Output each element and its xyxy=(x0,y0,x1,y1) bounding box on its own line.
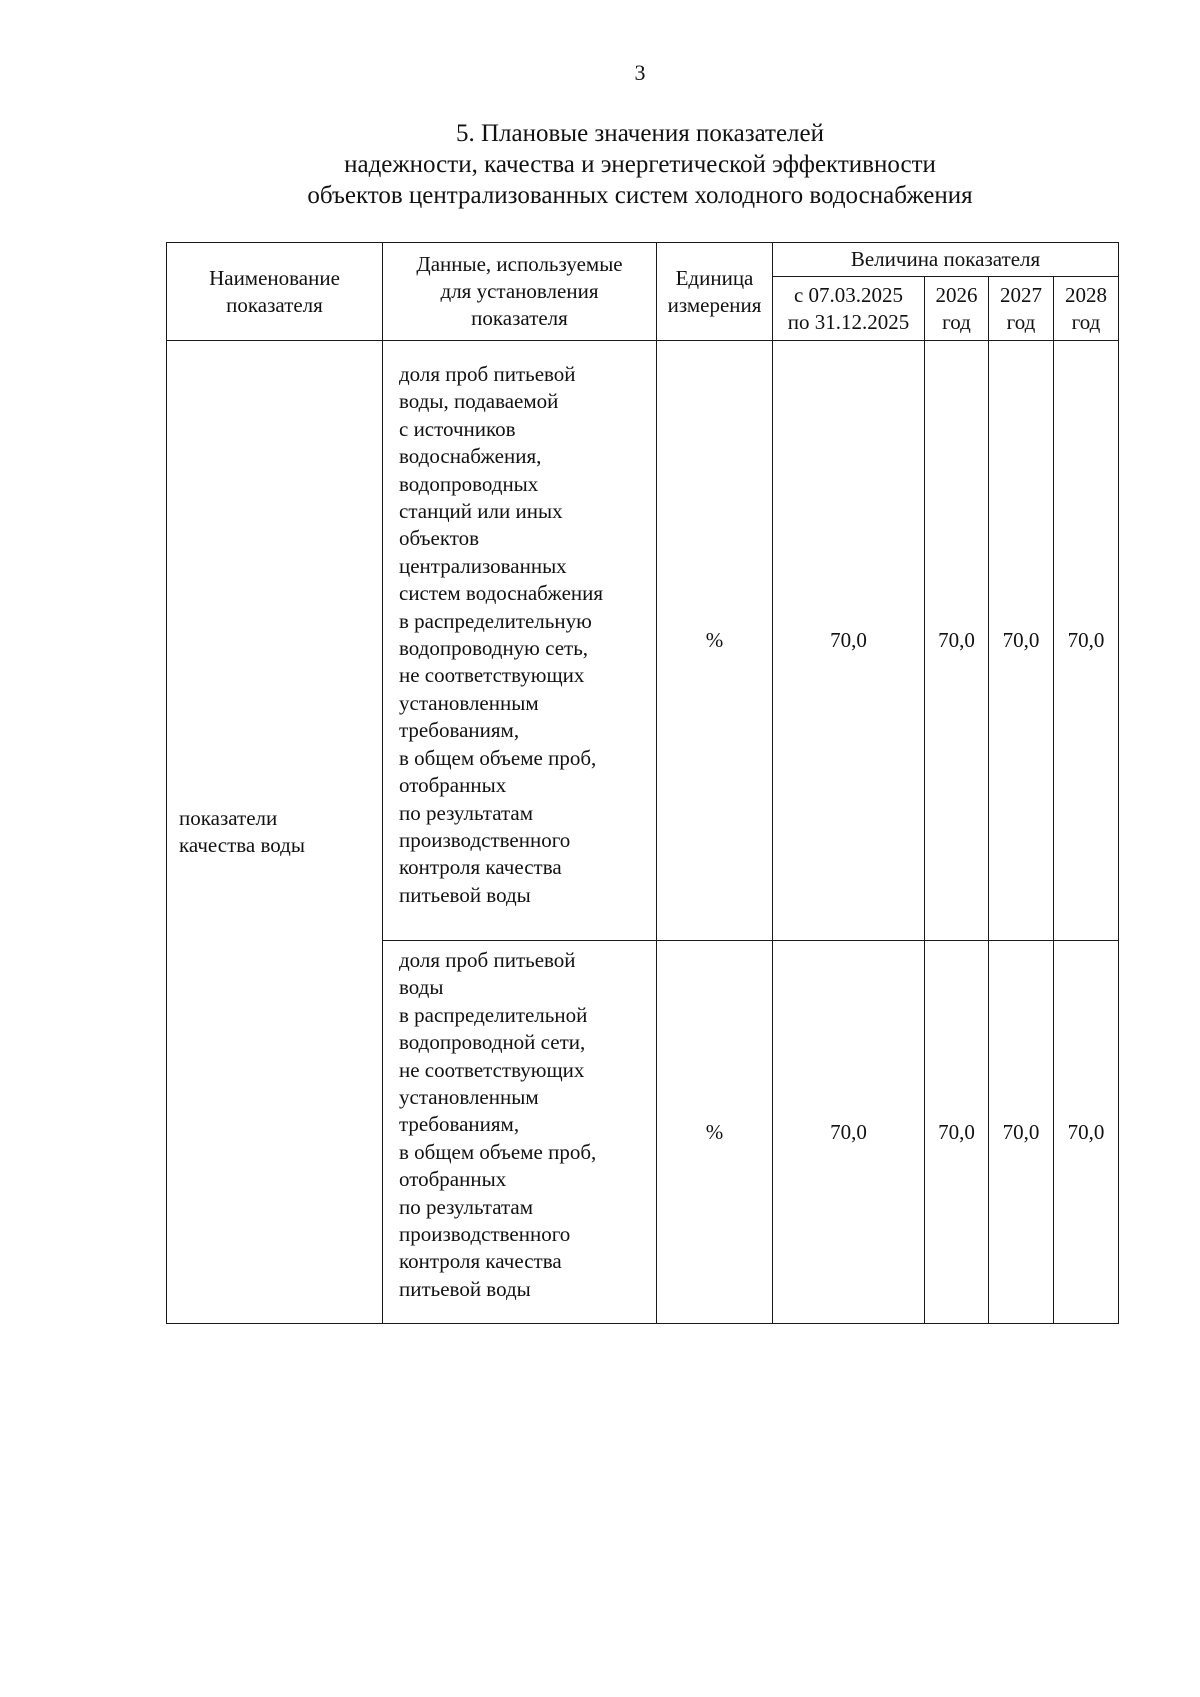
data-used-line: станций или иных xyxy=(399,499,563,524)
header-row-1 xyxy=(167,243,1119,277)
data-used-line: отобранных xyxy=(399,773,507,798)
header-value: Величина показателя xyxy=(773,243,1119,277)
data-used-line: в общем объеме проб, xyxy=(399,745,597,770)
data-used-line: производственного xyxy=(399,1222,571,1247)
row-2-unit: % xyxy=(657,941,773,1324)
section-title xyxy=(255,118,1025,211)
row-2-value-2025: 70,0 xyxy=(773,941,925,1324)
data-used-line: в распределительную xyxy=(399,608,592,633)
data-used-line: доля проб питьевой xyxy=(399,362,576,386)
data-used-line: установленным xyxy=(399,690,539,715)
data-used-line: водопроводной сети, xyxy=(399,1030,586,1055)
header-data-used: Данные, используемые для установления показателя xyxy=(383,243,657,341)
row-2-value-2028: 70,0 xyxy=(1054,941,1119,1324)
data-used-line: воды, подаваемой xyxy=(399,389,559,414)
data-used-line: систем водоснабжения xyxy=(399,581,604,606)
data-used-line: по результатам xyxy=(399,800,534,825)
row-1-data-used xyxy=(383,341,657,941)
data-used-line: производственного xyxy=(399,827,571,852)
row-2-value-2026: 70,0 xyxy=(925,941,989,1324)
row-1-unit: % xyxy=(657,341,773,941)
data-used-line: водопроводную сеть, xyxy=(399,636,589,661)
data-used-line: не соответствующих xyxy=(399,1057,585,1082)
header-period-2027: 2027 год xyxy=(989,277,1054,341)
data-used-line: контроля качества xyxy=(399,855,562,880)
data-used-line: с источников xyxy=(399,416,516,441)
indicator-name: показатели качества воды xyxy=(167,341,383,1324)
header-period-2026: 2026 год xyxy=(925,277,989,341)
title-line-3: объектов централизованных систем холодного водоснабжения xyxy=(307,182,973,209)
data-used-line: водопроводных xyxy=(399,471,539,496)
page-number: 3 xyxy=(634,60,646,85)
data-used-line: установленным xyxy=(399,1085,539,1110)
data-used-line: воды xyxy=(399,975,444,1000)
data-used-line: требованиям, xyxy=(399,1112,520,1137)
data-used-line: в распределительной xyxy=(399,1002,588,1027)
row-1-value-2027: 70,0 xyxy=(989,341,1054,941)
row-1-value-2028: 70,0 xyxy=(1054,341,1119,941)
header-period-2028: 2028 год xyxy=(1054,277,1119,341)
data-used-line: отобранных xyxy=(399,1167,507,1192)
data-used-line: по результатам xyxy=(399,1194,534,1219)
data-used-line: не соответствующих xyxy=(399,663,585,688)
data-used-line: в общем объеме проб, xyxy=(399,1139,597,1164)
data-used-line: контроля качества xyxy=(399,1249,562,1274)
indicators-table xyxy=(166,242,1119,1324)
data-used-line: питьевой воды xyxy=(399,882,531,907)
row-2-value-2027: 70,0 xyxy=(989,941,1054,1324)
data-used-line: централизованных xyxy=(399,553,567,578)
row-2-data-used xyxy=(383,941,657,1324)
data-used-line: требованиям, xyxy=(399,718,520,743)
table-row xyxy=(167,341,1119,941)
row-1-value-2025: 70,0 xyxy=(773,341,925,941)
title-line-1: 5. Плановые значения показателей xyxy=(455,120,825,147)
data-used-line: питьевой воды xyxy=(399,1276,531,1301)
title-line-2: надежности, качества и энергетической эффективности xyxy=(344,151,936,178)
header-name: Наименование показателя xyxy=(167,243,383,341)
data-used-line: доля проб питьевой xyxy=(399,948,576,972)
row-1-value-2026: 70,0 xyxy=(925,341,989,941)
header-unit: Единица измерения xyxy=(657,243,773,341)
data-used-line: водоснабжения, xyxy=(399,444,542,469)
header-period-2025: с 07.03.2025 по 31.12.2025 xyxy=(773,277,925,341)
data-used-line: объектов xyxy=(399,526,480,551)
